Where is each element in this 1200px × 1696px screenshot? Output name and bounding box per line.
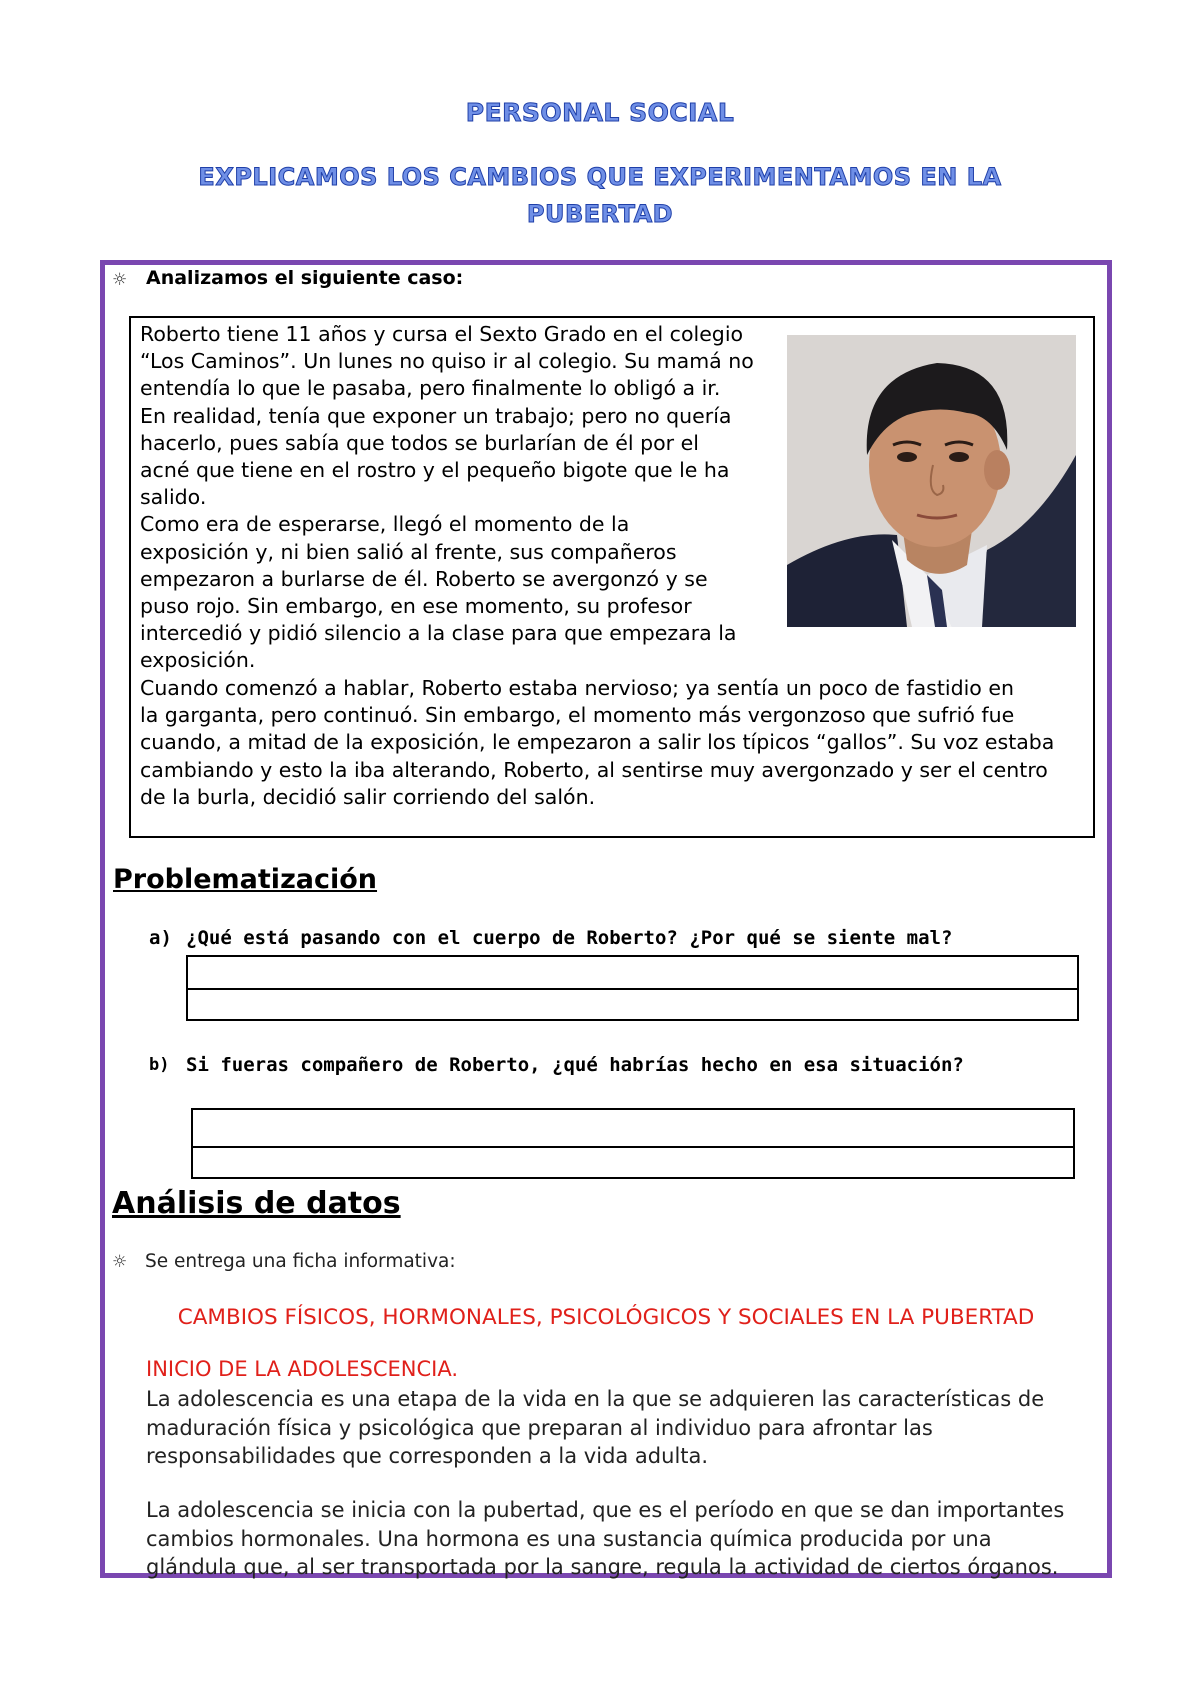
question-a-letter: a)	[149, 927, 172, 949]
student-photo	[787, 335, 1076, 627]
sun-bullet-icon: ☼	[112, 1252, 128, 1272]
answer-line-a2[interactable]	[188, 990, 1077, 1021]
case-line: exposición y, ni bien salió al frente, sus compañeros	[140, 539, 677, 564]
info-paragraph-1	[146, 1385, 1111, 1471]
para-line: maduración física y psicológica que preparan al individuo para afrontar las	[146, 1415, 933, 1440]
analisis-bullet-text: Se entrega una ficha informativa:	[145, 1251, 456, 1272]
question-b-text: Si fueras compañero de Roberto, ¿qué habrías hecho en esa situación?	[186, 1054, 964, 1076]
case-line: cambiando y esto la iba alterando, Roberto, al sentirse muy avergonzado y ser el centro	[140, 757, 1048, 782]
para-line: cambios hormonales. Una hormona es una sustancia química producida por una	[146, 1526, 992, 1551]
case-line: En realidad, tenía que exponer un trabajo; pero no quería	[140, 403, 732, 428]
case-line: exposición.	[140, 648, 256, 673]
case-text-wide	[140, 675, 1080, 811]
case-line: Cuando comenzó a hablar, Roberto estaba nervioso; ya sentía un poco de fastidio en	[140, 676, 1014, 700]
answer-box-a	[186, 955, 1079, 1021]
subject-title: PERSONAL SOCIAL	[465, 98, 735, 127]
case-line: hacerlo, pues sabía que todos se burlarían de él por el	[140, 430, 699, 455]
para-line: La adolescencia es una etapa de la vida en la que se adquieren las características de	[146, 1387, 1045, 1411]
answer-box-b	[191, 1108, 1075, 1179]
problematizacion-heading: Problematización	[113, 864, 378, 895]
answer-line-a1[interactable]	[188, 957, 1077, 990]
case-line: entendía lo que le pasaba, pero finalmente lo obligó a ir.	[140, 376, 721, 401]
para-line: glándula que, al ser transportada por la sangre, regula la actividad de ciertos órganos.	[146, 1555, 1059, 1579]
case-line: intercedió y pidió silencio a la clase para que empezara la	[140, 621, 737, 646]
case-line: Como era de esperarse, llegó el momento de la	[140, 512, 630, 537]
case-line: “Los Caminos”. Un lunes no quiso ir al colegio. Su mamá no	[140, 349, 754, 374]
topic-title-line1: EXPLICAMOS LOS CAMBIOS QUE EXPERIMENTAMOS EN LA	[198, 163, 1002, 191]
topic-title-line2: PUBERTAD	[526, 200, 674, 228]
case-line: la garganta, pero continuó. Sin embargo, el momento más vergonzoso que sufrió fue	[140, 703, 1015, 728]
info-subheading: INICIO DE LA ADOLESCENCIA.	[146, 1357, 459, 1381]
case-line: Roberto tiene 11 años y cursa el Sexto Grado en el colegio	[140, 322, 744, 346]
case-line: empezaron a burlarse de él. Roberto se avergonzó y se	[140, 566, 708, 591]
info-title: CAMBIOS FÍSICOS, HORMONALES, PSICOLÓGICOS Y SOCIALES EN LA PUBERTAD	[177, 1305, 1035, 1330]
analisis-heading: Análisis de datos	[112, 1186, 401, 1221]
answer-line-b1[interactable]	[193, 1110, 1073, 1148]
answer-line-b2[interactable]	[193, 1148, 1073, 1179]
case-line: puso rojo. Sin embargo, en ese momento, su profesor	[140, 594, 692, 619]
info-paragraph-2	[146, 1496, 1111, 1582]
case-intro: Analizamos el siguiente caso:	[146, 267, 464, 289]
case-line: salido.	[140, 485, 207, 510]
case-line: cuando, a mitad de la exposición, le empezaron a salir los típicos “gallos”. Su voz estaba	[140, 730, 1055, 755]
question-a-text: ¿Qué está pasando con el cuerpo de Roberto? ¿Por qué se siente mal?	[186, 927, 953, 949]
question-b-letter: b)	[149, 1055, 170, 1075]
case-line: de la burla, decidió salir corriendo del salón.	[140, 784, 596, 809]
para-line: La adolescencia se inicia con la pubertad, que es el período en que se dan importantes	[146, 1498, 1065, 1522]
sun-bullet-icon: ☼	[112, 270, 128, 290]
case-text-narrow	[140, 321, 760, 675]
case-line: acné que tiene en el rostro y el pequeño bigote que le ha	[140, 458, 730, 483]
para-line: responsabilidades que corresponden a la vida adulta.	[146, 1444, 709, 1468]
